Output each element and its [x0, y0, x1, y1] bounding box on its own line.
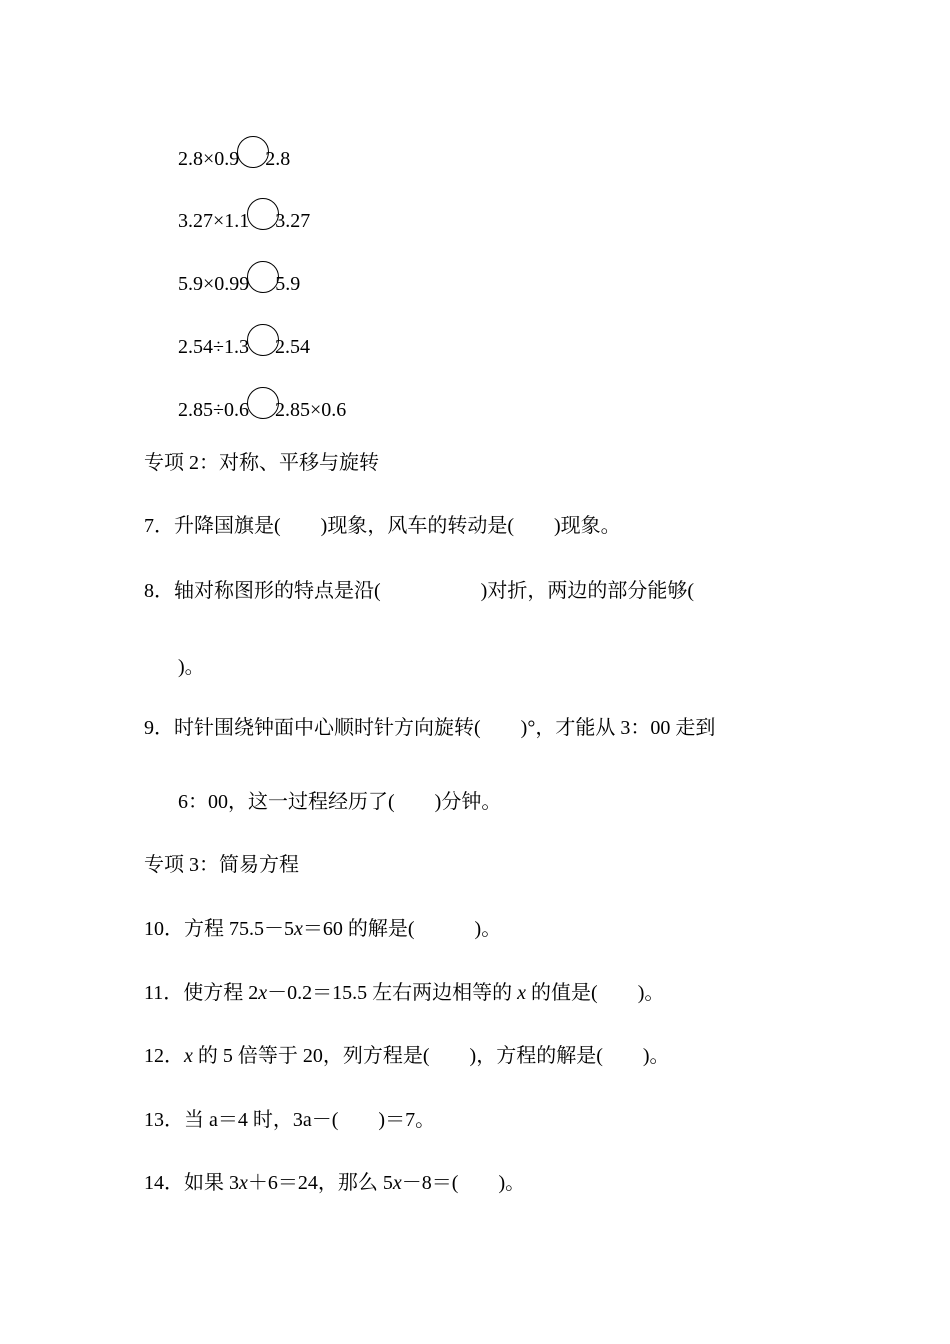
question-14: [144, 1170, 525, 1196]
variable-x: x: [258, 982, 268, 1004]
comparison-5-left: 2.85÷0.6: [178, 399, 249, 421]
q14-text-c: －8＝( )。: [401, 1172, 526, 1194]
question-9-line-2: 6：00，这一过程经历了( )分钟。: [178, 791, 502, 813]
q14-text-a: 14．如果 3: [144, 1172, 239, 1194]
question-10: [144, 916, 501, 942]
question-8-line-2: )。: [178, 656, 205, 678]
section-3-heading: 专项 3：简易方程: [144, 854, 299, 876]
question-7: 7．升降国旗是( )现象，风车的转动是( )现象。: [144, 515, 621, 537]
question-9-line-1: 9．时针围绕钟面中心顺时针方向旋转( )°，才能从 3：00 走到: [144, 717, 716, 739]
comparison-2: [178, 198, 310, 234]
comparison-4-right: 2.54: [274, 336, 310, 358]
comparison-3: [178, 261, 300, 297]
question-8-line-1: 8．轴对称图形的特点是沿( )对折，两边的部分能够(: [144, 580, 694, 602]
question-11: [144, 980, 664, 1006]
section-2-heading: 专项 2：对称、平移与旋转: [144, 452, 379, 474]
comparison-1-left: 2.8×0.9: [178, 148, 240, 170]
q12-text-a: 12．: [144, 1045, 184, 1067]
q11-text-c: 的值是( )。: [526, 982, 665, 1004]
q11-text-a: 11．使方程 2: [144, 982, 259, 1004]
comparison-3-left: 5.9×0.99: [178, 273, 250, 295]
q10-text-a: 10．方程 75.5－5: [144, 918, 294, 940]
comparison-5-right: 2.85×0.6: [274, 399, 347, 421]
q12-text-b: 的 5 倍等于 20，列方程是( )，方程的解是( )。: [192, 1045, 670, 1067]
variable-x: x: [294, 918, 303, 940]
q11-text-b: －0.2＝15.5 左右两边相等的: [267, 982, 518, 1004]
comparison-1-right: 2.8: [265, 148, 291, 170]
question-13: 13．当 a＝4 时，3a－( )＝7。: [144, 1109, 436, 1131]
comparison-2-right: 3.27: [275, 210, 311, 232]
comparison-1: [178, 136, 290, 172]
comparison-4-left: 2.54÷1.3: [178, 336, 249, 358]
variable-x: x: [392, 1172, 402, 1194]
comparison-3-right: 5.9: [275, 273, 301, 295]
variable-x: x: [517, 982, 527, 1004]
comparison-5: [178, 387, 346, 423]
q10-text-b: ＝60 的解是( )。: [302, 918, 502, 940]
comparison-4: [178, 324, 310, 360]
question-12: [144, 1043, 670, 1069]
variable-x: x: [184, 1045, 193, 1067]
q14-text-b: ＋6＝24，那么 5: [247, 1172, 393, 1194]
comparison-2-left: 3.27×1.1: [178, 210, 250, 232]
variable-x: x: [239, 1172, 248, 1194]
